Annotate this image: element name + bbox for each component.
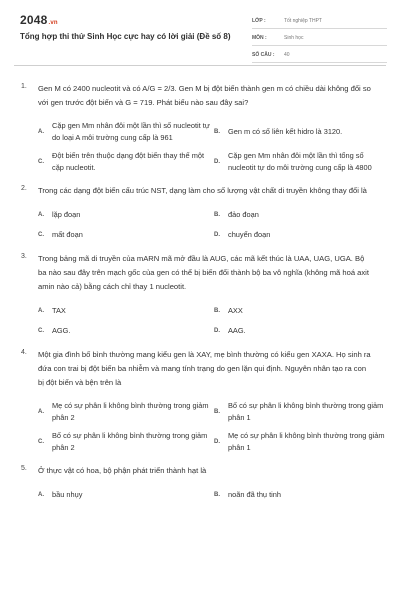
info-value: Sinh học — [284, 35, 304, 41]
option-a[interactable] — [38, 208, 210, 222]
option-letter: D. — [214, 159, 220, 165]
question-text: Trong các dạng đột biến cấu trúc NST, dạng làm cho số lượng vật chất di truyền không thay đổi là — [38, 186, 367, 195]
option-letter: B. — [214, 409, 220, 415]
option-text: AAG. — [228, 326, 246, 335]
option-a[interactable] — [38, 488, 210, 502]
option-text: chuyển đoạn — [228, 230, 271, 239]
info-label: SỐ CÂU : — [252, 52, 275, 58]
option-d[interactable] — [214, 430, 386, 454]
exam-title: Tổng hợp thi thử Sinh Học cực hay có lời giải (Đề số 8) — [20, 32, 231, 41]
info-value: 40 — [284, 52, 290, 58]
question-4 — [0, 348, 400, 454]
page-header — [0, 0, 400, 62]
option-text: Gen m có số liên kết hidro là 3120. — [228, 127, 343, 136]
option-text: AGG. — [52, 326, 71, 335]
option-text: noãn đã thụ tinh — [228, 490, 282, 499]
option-text: Mẹ có sự phân li không bình thường trong giảm phân 2 — [52, 401, 209, 422]
option-text: Cặp gen Mm nhân đôi một lần thì số nucleotit tự do loại A môi trường cung cấp là 961 — [52, 121, 210, 142]
info-row-subject — [252, 31, 387, 46]
option-text: mất đoạn — [52, 230, 83, 239]
option-text: Bố có sự phân li không bình thường trong giảm phân 1 — [228, 401, 384, 422]
question-number: 2. — [21, 185, 27, 192]
option-letter: A. — [38, 129, 44, 135]
option-d[interactable] — [214, 228, 386, 242]
answer-options — [38, 304, 372, 338]
option-letter: B. — [214, 129, 220, 135]
answer-options — [38, 488, 372, 502]
option-letter: A. — [38, 409, 44, 415]
option-b[interactable] — [214, 120, 386, 144]
option-c[interactable] — [38, 430, 210, 454]
option-a[interactable] — [38, 400, 210, 424]
info-row-question-count — [252, 48, 387, 63]
question-5 — [0, 464, 400, 502]
question-number: 3. — [21, 253, 27, 260]
option-c[interactable] — [38, 324, 210, 338]
option-text: TAX — [52, 306, 66, 315]
option-d[interactable] — [214, 324, 386, 338]
question-text: Ở thực vật có hoa, bộ phận phát triển thành hạt là — [38, 466, 207, 475]
option-letter: C. — [38, 439, 44, 445]
option-letter: C. — [38, 232, 44, 238]
option-b[interactable] — [214, 304, 386, 318]
option-letter: B. — [214, 492, 220, 498]
option-letter: A. — [38, 308, 44, 314]
option-letter: A. — [38, 492, 44, 498]
option-text: đảo đoạn — [228, 210, 259, 219]
option-b[interactable] — [214, 400, 386, 424]
question-text: Một gia đình bố bình thường mang kiểu gen là XAY, mẹ bình thường có kiểu gen XAXA. Họ sinh ra đứa con trai bị đột biến ba nhiễm và mang tính trạng do gen lặn qui định. Nguyên nhân tạo ra con bị đột biến và bện trên là — [38, 350, 371, 387]
answer-options — [38, 400, 385, 454]
answer-options — [38, 120, 372, 174]
question-number: 4. — [21, 349, 27, 356]
option-b[interactable] — [214, 208, 386, 222]
option-text: Bố có sự phân li không bình thường trong giảm phân 2 — [52, 431, 208, 452]
question-number: 5. — [21, 465, 27, 472]
option-text: lặp đoạn — [52, 210, 81, 219]
question-1 — [0, 82, 400, 174]
option-letter: B. — [214, 308, 220, 314]
option-b[interactable] — [214, 488, 386, 502]
question-number: 1. — [21, 83, 27, 90]
exam-info — [252, 14, 387, 65]
option-c[interactable] — [38, 228, 210, 242]
option-letter: D. — [214, 439, 220, 445]
option-text: Mẹ có sự phân li không bình thường trong giảm phân 1 — [228, 431, 385, 452]
option-letter: D. — [214, 328, 220, 334]
info-value: Tốt nghiệp THPT — [284, 18, 322, 24]
option-text: bầu nhụy — [52, 490, 83, 499]
question-text: Gen M có 2400 nucleotit và có A/G = 2/3. Gen M bị đột biến thành gen m có chiều dài không đổi so với gen trước đột biến và G = 719. Phát biểu nào sau đây sai? — [38, 84, 371, 107]
question-2 — [0, 184, 400, 242]
option-d[interactable] — [214, 150, 386, 174]
info-row-class — [252, 14, 387, 29]
option-text: AXX — [228, 306, 243, 315]
option-letter: C. — [38, 328, 44, 334]
info-label: MÔN : — [252, 35, 267, 41]
questions-list — [0, 82, 400, 512]
option-c[interactable] — [38, 150, 210, 174]
question-text: Trong bảng mã di truyền của mARN mã mở đầu là AUG, các mã kết thúc là UAA, UAG, UGA. Bộ ba nào sau đây trên mạch gốc của gen có thể bị biến đổi thành bộ ba vô nghĩa (không mã hoá axit amin nào cả) bằng cách chỉ thay 1 nucleotit. — [38, 254, 369, 291]
option-letter: D. — [214, 232, 220, 238]
option-a[interactable] — [38, 120, 210, 144]
question-3 — [0, 252, 400, 338]
answer-options — [38, 208, 372, 242]
option-letter: C. — [38, 159, 44, 165]
option-text: Cặp gen Mm nhân đôi một lần thì tổng số nucleotit tự do môi trường cung cấp là 4800 — [228, 151, 372, 172]
option-text: Đột biến trên thuộc dạng đột biến thay thế một cặp nucleotit. — [52, 151, 205, 172]
site-logo[interactable]: 2048.vn — [20, 13, 58, 27]
option-a[interactable] — [38, 304, 210, 318]
info-label: LỚP : — [252, 18, 266, 24]
option-letter: A. — [38, 212, 44, 218]
option-letter: B. — [214, 212, 220, 218]
header-divider — [14, 65, 386, 66]
